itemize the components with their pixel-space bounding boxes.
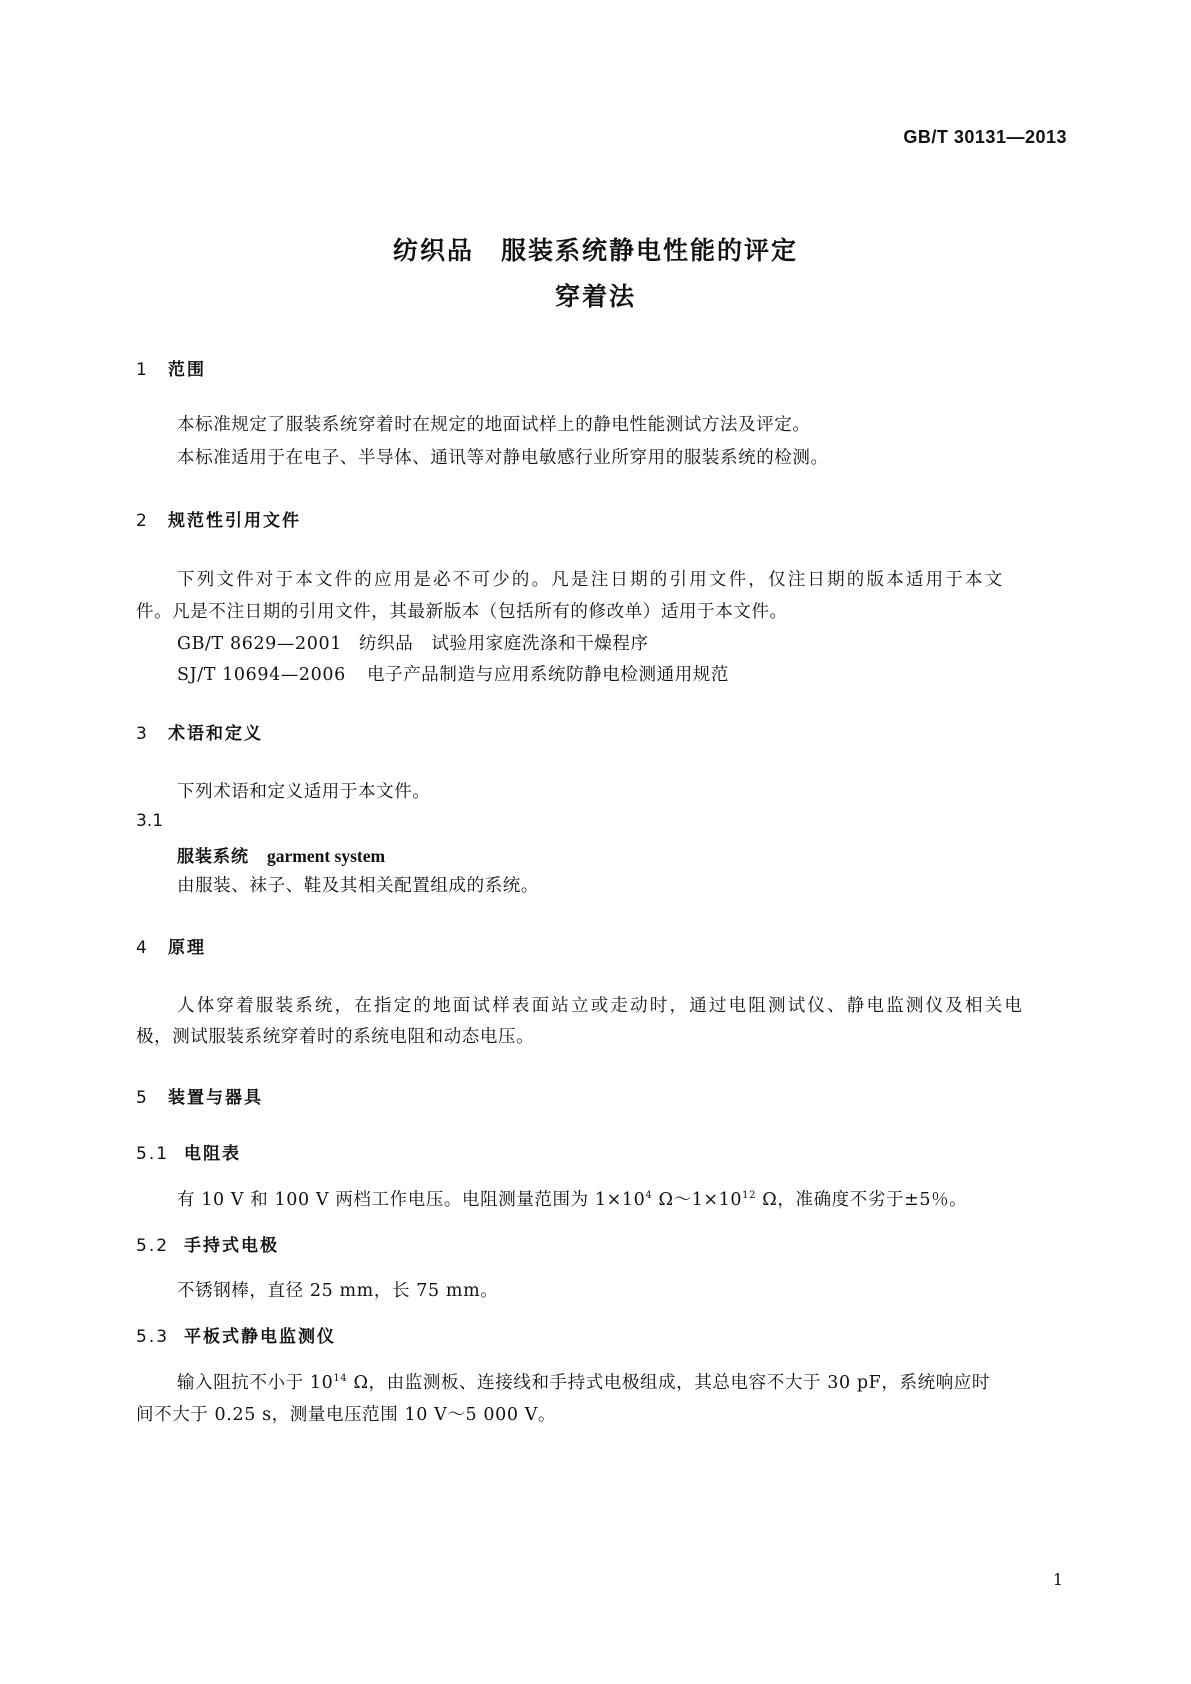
section-title: 范围 bbox=[168, 360, 206, 380]
section-5-heading bbox=[136, 1083, 263, 1108]
section-title: 原理 bbox=[168, 938, 206, 958]
paragraph: 本标准适用于在电子、半导体、通讯等对静电敏感行业所穿用的服装系统的检测。 bbox=[177, 448, 829, 468]
page-number: 1 bbox=[1052, 1570, 1063, 1589]
clause-number: 5.2 bbox=[136, 1236, 170, 1256]
clause-5-1-heading bbox=[136, 1139, 241, 1164]
paragraph: 下列文件对于本文件的应用是必不可少的。凡是注日期的引用文件，仅注日期的版本适用于本文 bbox=[177, 570, 1005, 590]
clause-title: 电阻表 bbox=[184, 1144, 241, 1164]
document-subtitle: 穿着法 bbox=[554, 282, 636, 311]
section-number: 4 bbox=[136, 938, 149, 958]
section-3-heading bbox=[136, 719, 263, 744]
reference-title: 电子产品制造与应用系统防静电检测通用规范 bbox=[367, 665, 729, 685]
paragraph-continuation: 极，测试服装系统穿着时的系统电阻和动态电压。 bbox=[136, 1027, 535, 1047]
superscript: 4 bbox=[645, 1190, 653, 1201]
reference-code: GB/T 8629—2001 bbox=[177, 634, 342, 654]
section-title: 术语和定义 bbox=[168, 724, 263, 744]
clause-number: 5.3 bbox=[136, 1327, 170, 1347]
clause-number: 5.1 bbox=[136, 1144, 170, 1164]
clause-title: 手持式电极 bbox=[184, 1236, 279, 1256]
clause-5-2-heading bbox=[136, 1231, 279, 1256]
document-title: 纺织品 服装系统静电性能的评定 bbox=[392, 236, 798, 265]
paragraph: 输入阻抗不小于 $10^{14}$ Ω，由监测板、连接线和手持式电极组成，其总电容不大于 30 pF，系统响应时 bbox=[177, 1373, 990, 1393]
term-chinese: 服装系统 bbox=[177, 847, 249, 867]
standard-code: GB/T 30131—2013 bbox=[903, 127, 1067, 147]
section-number: 1 bbox=[136, 360, 149, 380]
section-1-heading bbox=[136, 355, 206, 380]
clause-title: 平板式静电监测仪 bbox=[184, 1327, 336, 1347]
section-number: 3 bbox=[136, 724, 149, 744]
paragraph: 不锈钢棒，直径 25 mm，长 75 mm。 bbox=[177, 1281, 499, 1301]
reference-code: SJ/T 10694—2006 bbox=[177, 665, 346, 685]
section-title: 装置与器具 bbox=[168, 1088, 263, 1108]
paragraph: 有 10 V 和 100 V 两档工作电压。电阻测量范围为 $1\times 10^4$ $\Omega\sim 1\times 10^{12}$ Ω，准确度不劣于±5％。 bbox=[177, 1190, 968, 1210]
section-2-heading bbox=[136, 506, 301, 531]
normative-reference bbox=[177, 630, 649, 655]
superscript: 14 bbox=[333, 1373, 348, 1384]
paragraph: 本标准规定了服装系统穿着时在规定的地面试样上的静电性能测试方法及评定。 bbox=[177, 415, 811, 435]
term-english: garment system bbox=[267, 846, 386, 866]
paragraph: 人体穿着服装系统，在指定的地面试样表面站立或走动时，通过电阻测试仪、静电监测仪及相关电 bbox=[177, 996, 1025, 1016]
paragraph-continuation: 间不大于 0.25 s，测量电压范围 10 V～5 000 V。 bbox=[136, 1405, 557, 1425]
term-definition: 由服装、袜子、鞋及其相关配置组成的系统。 bbox=[177, 876, 539, 896]
section-number: 5 bbox=[136, 1088, 149, 1108]
section-title: 规范性引用文件 bbox=[168, 511, 301, 531]
paragraph-continuation: 件。凡是不注日期的引用文件，其最新版本（包括所有的修改单）适用于本文件。 bbox=[136, 602, 788, 622]
section-number: 2 bbox=[136, 511, 149, 531]
paragraph: 下列术语和定义适用于本文件。 bbox=[177, 782, 431, 802]
normative-reference bbox=[177, 661, 729, 686]
clause-5-3-heading bbox=[136, 1322, 336, 1347]
term-entry bbox=[177, 842, 385, 867]
section-4-heading bbox=[136, 933, 206, 958]
superscript: 12 bbox=[742, 1190, 757, 1201]
reference-title: 纺织品 试验用家庭洗涤和干燥程序 bbox=[359, 634, 649, 654]
clause-number: 3.1 bbox=[136, 811, 164, 831]
